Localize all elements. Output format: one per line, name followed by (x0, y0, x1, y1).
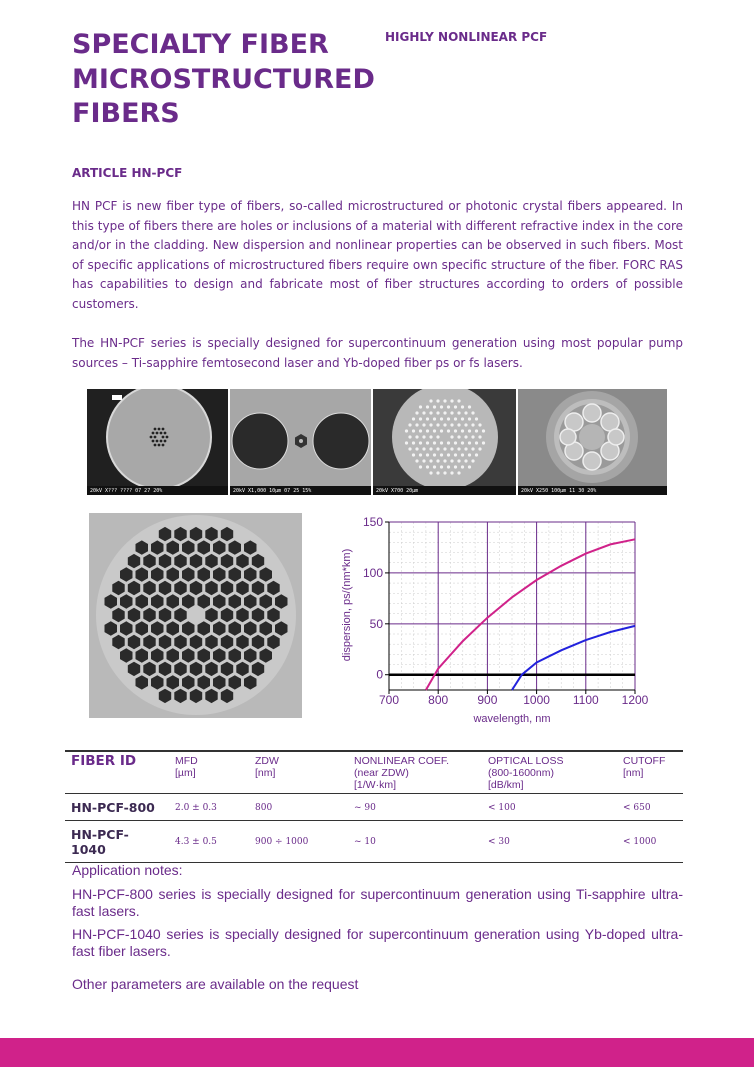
x-tick-label: 800 (428, 693, 449, 707)
intro-paragraph: HN PCF is new fiber type of fibers, so-called microstructured or photonic crystal fibers appeared. In this type of fibers there are holes or inclusions of a material with different refractive index in the core and/or in the cladding. New dispersion and nonlinear properties can be observed in such fibers. Most of specific applications of microstructured fibers require own specific structure of the fiber. FORC RAS has capabilities to design and fabricate most of fiber structures according to orders of possible customers. (72, 199, 683, 311)
cell-cutoff: < 650 (617, 794, 683, 821)
col-header-loss (482, 751, 617, 794)
cell-nonlinear: ~ 10 (348, 821, 482, 863)
table-row (65, 821, 683, 863)
cell-mfd: 2.0 ± 0.3 (169, 794, 249, 821)
col-header-fiber-id (65, 751, 169, 794)
sem-label: 20kV X700 20µm (376, 488, 419, 494)
notes-title: Application notes: (72, 862, 183, 878)
x-tick-label: 700 (378, 693, 400, 707)
sem-label: 20kV X1,000 10µm 07 25 15% (233, 488, 312, 494)
title-line-1: SPECIALTY FIBER (72, 29, 329, 60)
cell-fiber-id: HN-PCF-1040 (65, 821, 169, 863)
sem-photo-3 (373, 389, 516, 495)
y-tick-label: 150 (362, 515, 383, 529)
fiber-closeup-photo (89, 513, 302, 718)
header-unit: [µm] (175, 767, 196, 779)
table-header-row (65, 751, 683, 794)
note-hn-pcf-800: HN-PCF-800 series is specially designed for supercontinuum generation using Ti-sapphire ultra-fast lasers. (72, 886, 683, 919)
cell-cutoff: < 1000 (617, 821, 683, 863)
col-header-mfd (169, 751, 249, 794)
title-line-2: MICROSTRUCTURED (72, 63, 375, 95)
fiber-cross-section-image (518, 389, 667, 495)
sem-photo-strip (87, 389, 667, 495)
cell-zdw: 900 ÷ 1000 (249, 821, 348, 863)
sem-photo-4 (518, 389, 667, 495)
x-tick-label: 1200 (621, 693, 649, 707)
fiber-cross-section-image (373, 389, 516, 495)
col-header-nonlinear (348, 751, 482, 794)
cell-loss: < 100 (482, 794, 617, 821)
sem-label: 20kV X??? ???? 07 27 20% (90, 488, 163, 494)
spec-table (65, 750, 683, 863)
fiber-cross-section-image (230, 389, 371, 495)
header-text: ZDW (255, 755, 279, 767)
table-row (65, 794, 683, 821)
series-paragraph: The HN-PCF series is specially designed for supercontinuum generation using most popular pump sources – Ti-sapphire femtosecond laser and Yb-doped fiber ps or fs lasers. (72, 336, 683, 370)
chart-y-label: dispersion, ps/(nm*km) (341, 548, 353, 662)
header-text: CUTOFF (623, 755, 666, 767)
sem-photo-1 (87, 389, 228, 495)
y-tick-label: 100 (362, 565, 383, 580)
x-tick-label: 1000 (523, 693, 550, 707)
dispersion-chart (335, 508, 665, 730)
note-other-parameters: Other parameters are available on the request (72, 976, 359, 992)
header-sub: (800-1600nm) (488, 767, 554, 779)
chart-x-label: wavelength, nm (473, 713, 551, 725)
cell-loss: < 30 (482, 821, 617, 863)
header-unit: [nm] (255, 767, 276, 779)
header-unit: [1/W·km] (354, 779, 396, 791)
header-text: FIBER ID (71, 753, 137, 769)
chart-grid (389, 522, 635, 690)
chart-series (426, 539, 635, 690)
page-title (72, 28, 375, 132)
col-header-cutoff (617, 751, 683, 794)
chart-ticks (363, 515, 649, 707)
microstructure-image (89, 513, 302, 718)
header-text: MFD (175, 755, 198, 767)
cell-mfd: 4.3 ± 0.5 (169, 821, 249, 863)
header-sub: (near ZDW) (354, 767, 409, 779)
header-unit: [dB/km] (488, 779, 524, 791)
header-unit: [nm] (623, 767, 644, 779)
footer-bar (0, 1038, 754, 1067)
y-tick-label: 0 (376, 667, 383, 682)
category-label: HIGHLY NONLINEAR PCF (385, 30, 548, 44)
cell-zdw: 800 (249, 794, 348, 821)
y-tick-label: 50 (369, 616, 383, 631)
header-text: OPTICAL LOSS (488, 755, 564, 767)
x-tick-label: 900 (477, 693, 498, 707)
sem-photo-2 (230, 389, 371, 495)
header-text: NONLINEAR COEF. (354, 755, 450, 767)
title-line-3: FIBERS (72, 98, 180, 129)
x-tick-label: 1100 (572, 693, 599, 707)
fiber-cross-section-image (87, 389, 228, 495)
sem-label: 20kV X250 100µm 11 30 20% (521, 488, 597, 494)
cell-fiber-id: HN-PCF-800 (65, 794, 169, 821)
col-header-zdw (249, 751, 348, 794)
article-heading: ARTICLE HN-PCF (72, 166, 183, 180)
cell-nonlinear: ~ 90 (348, 794, 482, 821)
note-hn-pcf-1040: HN-PCF-1040 series is specially designed for supercontinuum generation using Yb-doped ultra-fast fiber lasers. (72, 926, 683, 959)
